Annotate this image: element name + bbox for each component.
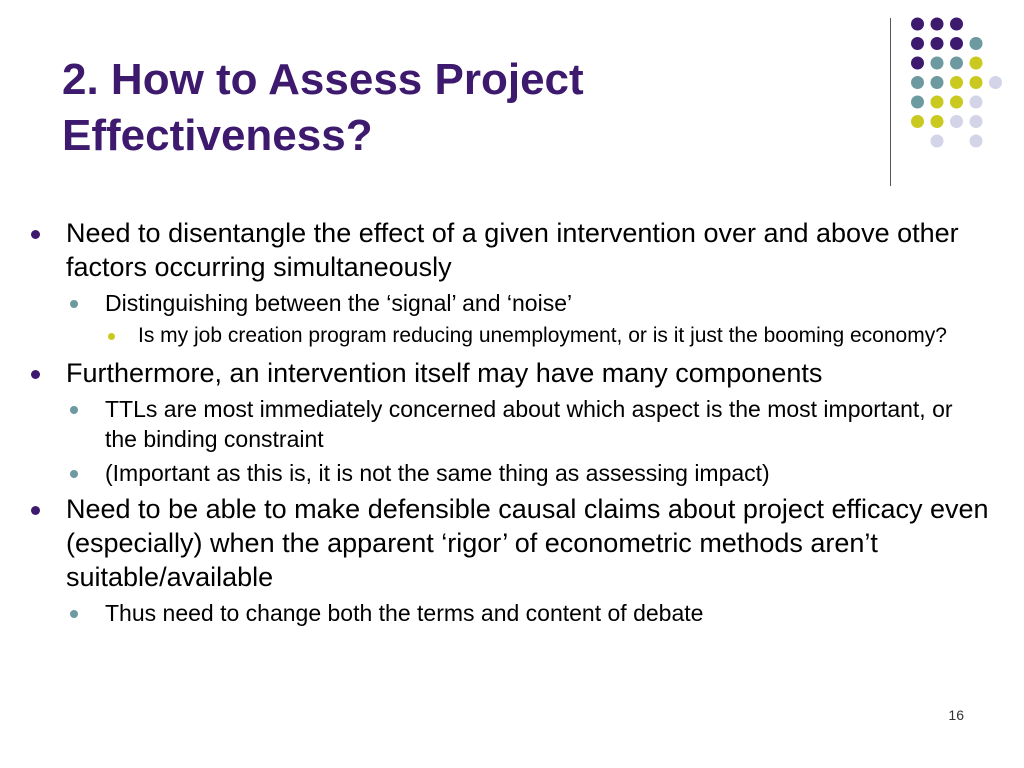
title-divider [890,18,891,186]
decorative-dot [970,76,983,89]
bullet-dot [108,333,115,340]
decorative-dot [970,135,983,148]
decorative-dot [911,76,924,89]
decorative-dot [950,76,963,89]
bullet-text: TTLs are most immediately concerned about which aspect is the most important, or the binding constraint [105,396,953,452]
decorative-dot [931,96,944,109]
decorative-dot [911,115,924,128]
bullet-dot [31,506,40,515]
bullet-text: Need to be able to make defensible causal claims about project efficacy even (especially) when the apparent ‘rigor’ of econometric methods aren’t suitable/available [66,494,989,592]
slide-title: 2. How to Assess Project Effectiveness? [62,55,584,160]
decorative-dot [931,115,944,128]
decorative-dot [950,57,963,70]
decorative-dot [931,37,944,50]
bullet-item-2 [0,288,1024,318]
bullet-text: (Important as this is, it is not the same thing as assessing impact) [105,460,770,486]
bullet-dot [70,610,78,618]
bullet-item-1 [0,216,1024,284]
decorative-dot [950,115,963,128]
bullet-list [0,216,1024,632]
decorative-dot [989,76,1002,89]
bullet-dot [31,230,40,239]
bullet-text: Need to disentangle the effect of a given intervention over and above other factors occurring simultaneously [66,218,959,282]
page-number: 16 [948,707,964,723]
decorative-dot [950,96,963,109]
bullet-text: Is my job creation program reducing unemployment, or is it just the booming economy? [138,324,947,347]
decorative-dot [950,37,963,50]
bullet-item-6 [0,458,1024,488]
bullet-item-8 [0,598,1024,628]
decorative-dot [931,18,944,31]
bullet-dot [70,300,78,308]
decorative-dot [911,18,924,31]
bullet-item-3 [0,322,1024,350]
bullet-item-4 [0,356,1024,390]
bullet-dot [70,406,78,414]
bullet-text: Furthermore, an intervention itself may have many components [66,358,823,388]
bullet-text: Distinguishing between the ‘signal’ and ‘noise’ [105,290,573,316]
bullet-item-5 [0,394,1024,454]
decorative-dot [970,96,983,109]
decorative-dot [950,18,963,31]
bullet-dot [70,470,78,478]
decorative-dot [931,76,944,89]
decorative-dot [911,57,924,70]
decorative-dot [931,135,944,148]
decorative-dot-grid [0,0,1024,200]
bullet-item-7 [0,492,1024,594]
decorative-dot [970,37,983,50]
bullet-dot [31,370,40,379]
decorative-dot [970,57,983,70]
decorative-dot [911,37,924,50]
decorative-dot [970,115,983,128]
decorative-dot [911,96,924,109]
decorative-dot [931,57,944,70]
bullet-text: Thus need to change both the terms and content of debate [105,600,704,626]
